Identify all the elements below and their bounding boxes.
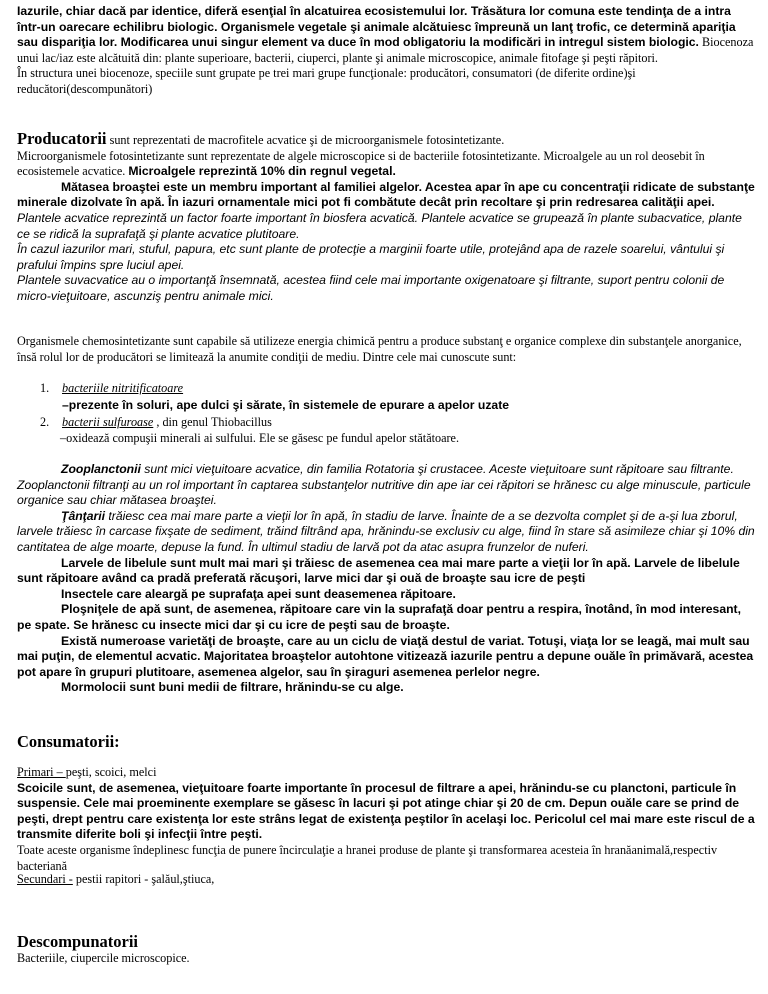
- secundari-line: [17, 872, 757, 888]
- intro-bold-text: Iazurile, chiar dacă par identice, diferă esenţial în alcatuirea ecosistemului lor. Trăsătura lor comuna este tendinţa de a intra într-un oarecare echilibru biologic. Organismele vegetale şi animale alcătuiesc împreună un lanţ trofic, ce determină apariţia sau dispariţia lor. Modificarea unui singur element va duce în mod obligatoriu la modificări in intregul sistem biologic.: [17, 4, 736, 50]
- toate-paragraph: Toate aceste organisme îndeplinesc funcţia de punere încirculaţie a hranei produse de plante şi transformarea acesteia în hranăanimală,respectiv bacteriană: [17, 842, 718, 873]
- consumatori-section: [17, 765, 757, 874]
- bacteria-name: bacteriile nitritificatoare: [62, 381, 184, 395]
- libelule-paragraph: Larvele de libelule sunt mult mai mari şi trăiesc de asemenea cea mai mare parte a vieţii lor în apă. Larvele de libelule sunt răpitoare având ca pradă preferată răcuşori, larve mici dar şi ouă de broaşte sau icre de peşti: [17, 555, 740, 586]
- fauna-section: [17, 462, 757, 696]
- bacteria-genus: , din genul Thiobacillus: [153, 415, 272, 429]
- descompunatori-text: Bacteriile, ciupercile microscopice.: [17, 951, 190, 965]
- consumatori-heading: Consumatorii:: [17, 732, 120, 751]
- secundari-text: pestii rapitori - şalăul,ştiuca,: [72, 872, 215, 886]
- tantari-text: trăiesc cea mai mare parte a vieţii lor în apă, în stadiu de larve. Înainte de a se dezvolta complet şi de a-şi lua zborul, larvele trăiesc în carcase fixşate de sediment, trăind filtrând apa, hrănindu-se exclusiv cu alge, fiind în stare să asimileze chiar şi 10% din cantitatea de alge moarte, depuse la fund. În ultimul stadiu de larvă pot da atac asupra frunzelor de nuferi.: [17, 508, 755, 554]
- broaste-paragraph: Există numeroase varietăţi de broaşte, care au un ciclu de viaţă destul de variat. Totuşi, viaţa lor se leagă, mai mult sau mai puţin, de elementul acvatic. Majoritatea broaştelor autohtone vitizează iazurile pentru a depune ouăle în primăvară, acestea pot apare în grupuri plutitoare, asemenea algelor, sau în şiraguri asemenea perlelor negre.: [17, 633, 754, 679]
- chemosintetizante-paragraph: Organismele chemosintetizante sunt capabile să utilizeze energia chimică pentru a produce substanţ e organice complexe din substanţele anorganice, însă rolul lor de producători se limitează la anumite condiţii de mediu. Dintre cele mai cunoscute sunt:: [17, 334, 742, 364]
- bacteria-name: bacterii sulfuroase: [62, 415, 154, 429]
- list-number: 1.: [40, 381, 50, 395]
- intro-structure-text: În structura unei biocenoze, speciile sunt grupate pe trei mari grupe funcţionale: producători, consumatori (de diferite ordine)şi reducători(descompunători): [17, 66, 636, 96]
- primari-label: Primari –: [17, 765, 66, 779]
- list-desc-1: –prezente în soluri, ape dulci şi sărate, în sistemele de epurare a apelor uzate: [62, 398, 510, 412]
- producatori-lead: sunt reprezentati de macrofitele acvatice şi de microorganismele fotosintetizante.: [106, 133, 505, 147]
- zooplancton-text: sunt mici vieţuitoare acvatice, din familia Rotatoria şi crustacee. Aceste vieţuitoare sunt răpitoare sau filtrante. Zooplanctonii filtranţi au un rol important în captarea substanţelor nutritive din ape iar cei răpitori se hrănesc cu alge minuscule, particule organice sau chiar mătasea broaştei.: [17, 462, 751, 508]
- matasea-paragraph: Mătasea broaştei este un membru important al familiei algelor. Acestea apar în ape cu concentraţii ridicate de substanţe minerale dizolvate în apă. În iazuri ornamentale mici pot fi combătute decât prin recoltare şi prin redresarea calităţii apei.: [17, 179, 755, 210]
- insecte-paragraph: Insectele care aleargă pe suprafaţa apei sunt deasemenea răpitoare.: [61, 586, 456, 601]
- tantari-title: Ţânţarii: [61, 508, 106, 523]
- list-number: 2.: [40, 415, 50, 429]
- secundari-label: Secundari -: [17, 872, 73, 886]
- list-item-2: [40, 415, 740, 431]
- microalgae-bold: Microalgele reprezintă 10% din regnul vegetal.: [128, 164, 396, 179]
- list-item-1: [40, 381, 740, 397]
- list-desc-2: –oxidează compuşii minerali ai sulfului. Ele se găsesc pe fundul apelor stătătoare.: [60, 431, 460, 445]
- intro-biocenoza-text: Biocenoza unui lac/iaz este alcătuită din: plante superioare, bacterii, ciuperci, plante şi animale microscopice, animale fitofage şi peşti răpitori.: [17, 35, 754, 65]
- plosnite-paragraph: Ploşniţele de apă sunt, de asemenea, răpitoare care vin la suprafaţă doar pentru a respira, înotând, în mod interesant, pe spate. Se hrănesc cu insecte mici dar şi cu icre de peşti sau de broaşte.: [17, 602, 741, 632]
- subacvatice-paragraph: Plantele suvacvatice au o importanţă însemnată, acestea fiind cele mai importante oxigenatoare şi filtrante, suport pentru colonii de micro-vieţuitoare, ascunziş pentru animale mici.: [17, 273, 725, 303]
- producatori-heading: Producatorii: [17, 129, 107, 148]
- intro-paragraph: [17, 4, 757, 98]
- microorganisms-text: Microorganismele fotosintetizante sunt reprezentate de algele microscopice si de bacteriile fotosintetizante. Microalgele au un rol deosebit în ecosistemele acvatice.: [17, 148, 705, 179]
- mormoloci-paragraph: Mormolocii sunt buni medii de filtrare, hrănindu-se cu alge.: [61, 680, 404, 695]
- scoici-paragraph: Scoicile sunt, de asemenea, vieţuitoare foarte importante în procesul de filtrare a apei, hrănindu-se cu planctoni, particule în suspensie. Cele mai proeminente exemplare se găsesc în lacuri şi pot atinge chiar şi 20 de cm. Depun ouăle care se prind de peşti, drept pentru care existenţa lor este strâns legat de existenţa peştilor în acelaşi loc. Pericolul cel mai mare este riscul de a transmite diferite boli şi infecţii între peşti.: [17, 780, 755, 842]
- iazuri-mari-paragraph: În cazul iazurilor mari, stuful, papura, etc sunt plante de protecţie a marginii foarte utile, protejând apa de razele soarelui, vântului şi prafului împins spre luciul apei.: [17, 242, 725, 272]
- primari-text: peşti, scoici, melci: [65, 765, 157, 779]
- plante-acvatice-paragraph: Plantele acvatice reprezintă un factor foarte important în biosfera acvatică. Plantele acvatice se grupează în plante subacvatice, plante ce se ridică la suprafaţă şi plante acvatice plutitoare.: [17, 210, 742, 241]
- descompunatori-heading: Descompunatorii: [17, 932, 138, 951]
- zooplancton-title: Zooplanctonii: [61, 462, 141, 476]
- producatori-section: [17, 131, 757, 305]
